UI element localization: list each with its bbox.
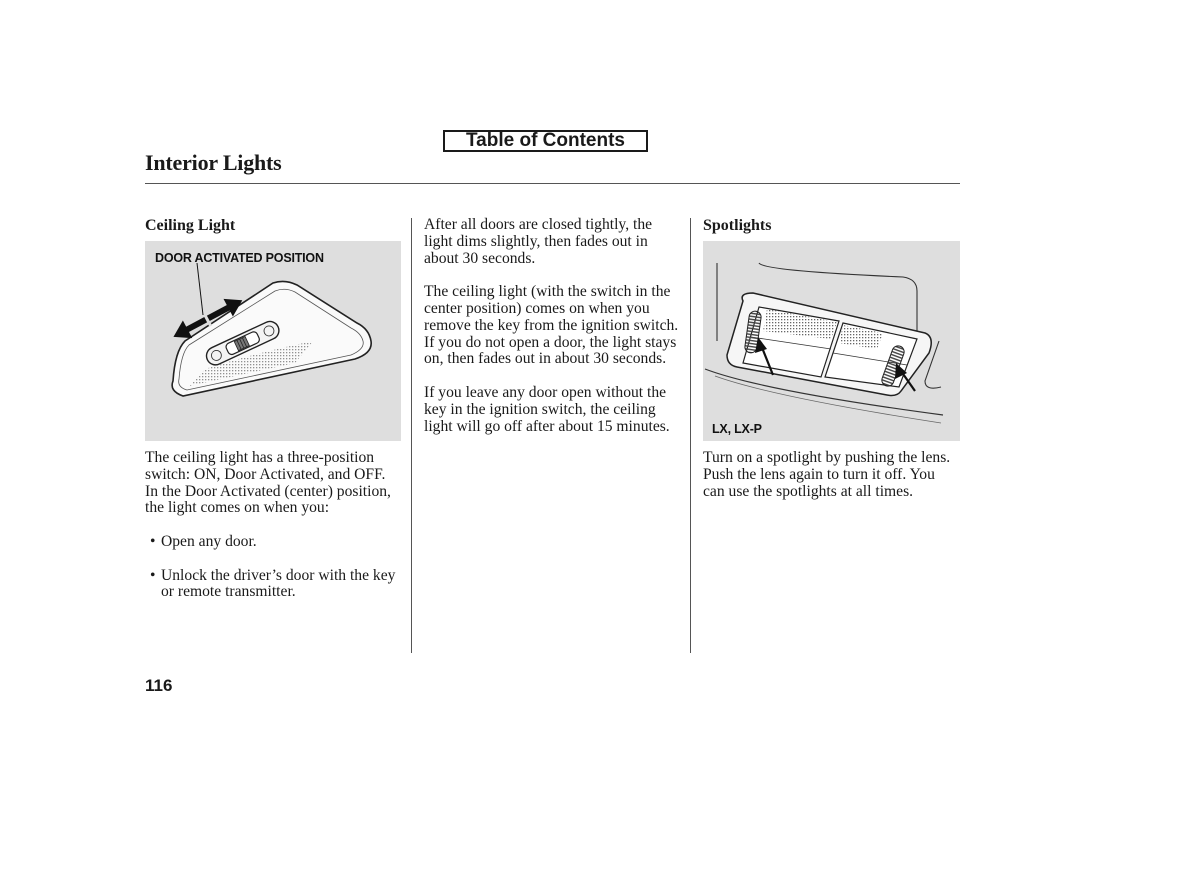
spotlights-column — [703, 217, 960, 517]
bullet-text: Unlock the driver’s door with the key or remote transmitter. — [161, 566, 396, 601]
bullet-dot: • — [150, 566, 156, 584]
ceiling-light-illustration — [145, 241, 401, 441]
ceiling-light-figure — [145, 241, 401, 441]
column-divider-left — [411, 218, 412, 653]
body-paragraph: The ceiling light (with the switch in the center position) comes on when you remove the key from the ignition switch. If you do not open a door, the light stays on, then fades out in about 30 seconds. — [424, 283, 679, 368]
bullet-text: Open any door. — [161, 532, 257, 550]
list-item — [145, 568, 401, 602]
ceiling-light-continued-column — [424, 217, 682, 452]
page-number: 116 — [145, 676, 173, 695]
spotlights-figure — [703, 241, 960, 441]
body-paragraph: If you leave any door open without the key in the ignition switch, the ceiling light will go off after about 15 minutes. — [424, 383, 670, 435]
list-item — [145, 534, 401, 551]
title-divider — [145, 183, 960, 184]
spotlights-illustration — [703, 241, 960, 441]
spotlights-body: Turn on a spotlight by pushing the lens. Push the lens again to turn it off. You can use the spotlights at all times. — [703, 449, 951, 500]
body-paragraph: After all doors are closed tightly, the light dims slightly, then fades out in about 30 seconds. — [424, 216, 653, 267]
model-caption: LX, LX-P — [712, 422, 762, 436]
table-of-contents-button[interactable]: Table of Contents — [443, 130, 648, 152]
spotlights-heading: Spotlights — [703, 217, 772, 234]
ceiling-light-column — [145, 217, 401, 618]
bullet-dot: • — [150, 532, 156, 550]
ceiling-light-intro: The ceiling light has a three-position switch: ON, Door Activated, and OFF. In the Door Activated (center) position, the light comes on when you: — [145, 449, 391, 517]
column-divider-right — [690, 218, 691, 653]
ceiling-light-heading: Ceiling Light — [145, 217, 236, 234]
page-title: Interior Lights — [145, 150, 282, 175]
door-activated-caption: DOOR ACTIVATED POSITION — [155, 251, 324, 265]
